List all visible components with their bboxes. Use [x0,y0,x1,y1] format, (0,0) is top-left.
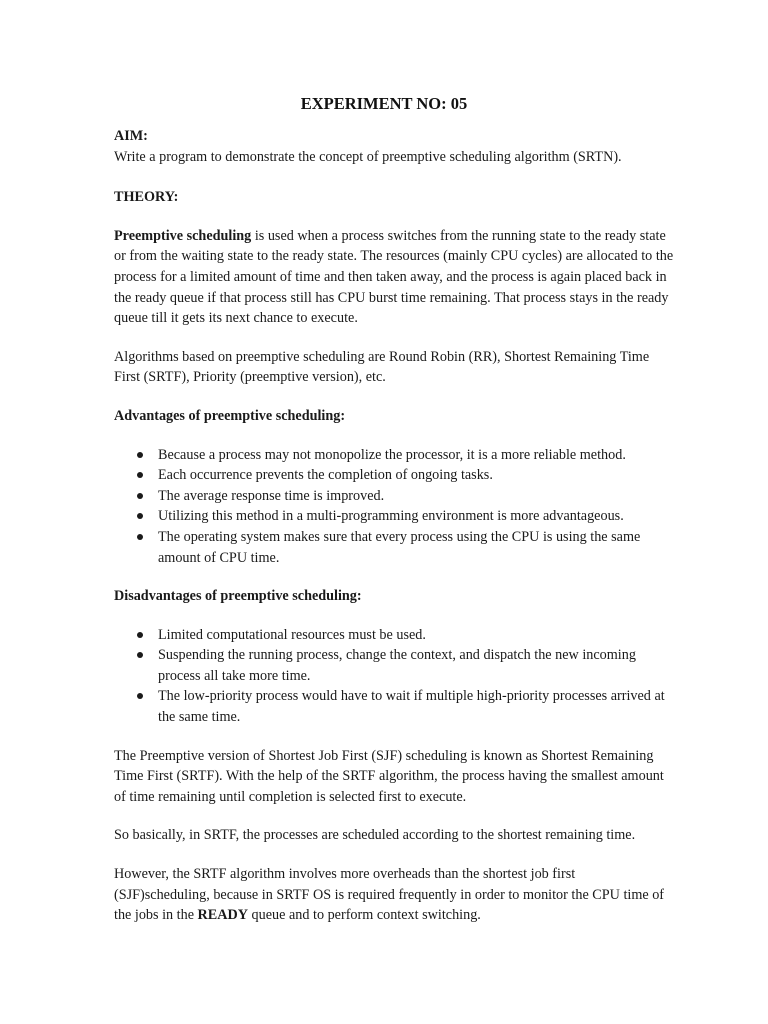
algorithms-paragraph: Algorithms based on preemptive scheduling are Round Robin (RR), Shortest Remaining Time First (SRTF), Priority (preemptive version), etc. [114,348,650,386]
overhead-text-before: However, the SRTF algorithm involves more overheads than the shortest job first (SJF)scheduling, because in SRTF OS is required frequently in order to monitor the CPU time of the jobs in the [114,866,665,924]
aim-label: AIM: [114,128,148,144]
list-item: Because a process may not monopolize the processor, it is a more reliable method. [158,445,674,466]
srtf-definition-paragraph: The Preemptive version of Shortest Job First (SJF) scheduling is known as Shortest Remaining Time First (SRTF). With the help of the SRTF algorithm, the process having the smallest amount of time remaining until completion is selected first to execute. [114,747,664,805]
advantages-list [114,445,674,569]
list-item: Suspending the running process, change the context, and dispatch the new incoming process all take more time. [158,645,674,686]
advantages-heading: Advantages of preemptive scheduling: [114,407,346,424]
document-body [114,126,674,944]
preemptive-term: Preemptive scheduling [114,227,252,244]
preemptive-intro-paragraph [114,226,674,329]
disadvantages-heading: Disadvantages of preemptive scheduling: [114,588,362,605]
list-item: Each occurrence prevents the completion of ongoing tasks. [158,465,674,486]
theory-label: THEORY: [114,189,179,206]
preemptive-intro-text: is used when a process switches from the running state to the ready state or from the waiting state to the ready state. The resources (mainly CPU cycles) are allocated to the process for a limited amount of time and then taken away, and the process is again placed back in the ready queue if that process still has CPU burst time remaining. That process stays in the ready queue till it gets its next chance to execute. [114,227,674,327]
overhead-text-after: queue and to perform context switching. [248,907,481,924]
list-item: The low-priority process would have to wait if multiple high-priority processes arrived at the same time. [158,686,674,727]
list-item: Limited computational resources must be used. [158,625,674,646]
aim-text: Write a program to demonstrate the concept of preemptive scheduling algorithm (SRTN). [114,148,622,165]
disadvantages-list [114,625,674,728]
ready-term: READY [197,907,248,924]
list-item: The average response time is improved. [158,486,674,507]
list-item: The operating system makes sure that every process using the CPU is using the same amount of CPU time. [158,527,674,568]
srtf-overhead-paragraph [114,864,674,926]
srtf-summary-paragraph: So basically, in SRTF, the processes are scheduled according to the shortest remaining time. [114,827,636,844]
page-title: EXPERIMENT NO: 05 [300,94,468,113]
list-item: Utilizing this method in a multi-programming environment is more advantageous. [158,506,674,527]
